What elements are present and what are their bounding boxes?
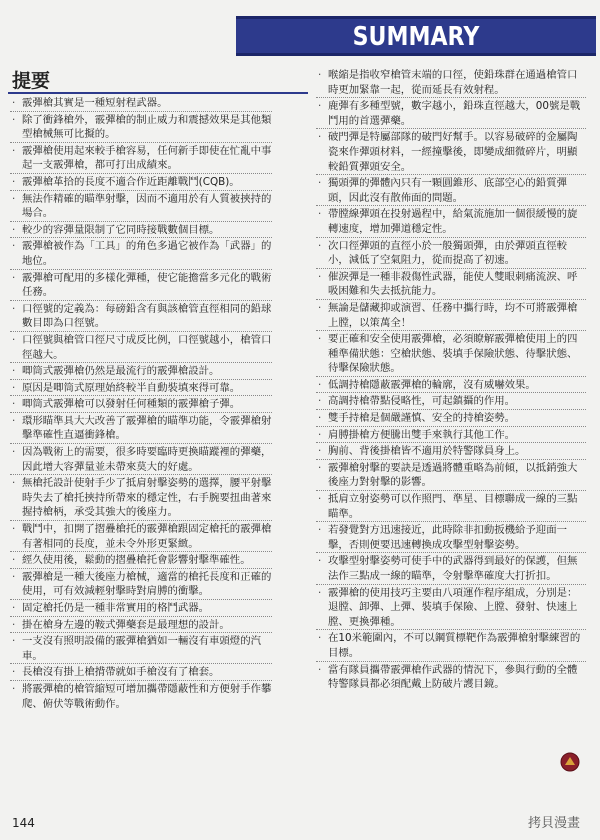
watermark: 拷貝漫畫 xyxy=(528,816,581,831)
summary-point: · 抵肩立射姿勢可以作照門、準星、目標聯成一線的三點瞄準。 xyxy=(316,492,586,522)
summary-point: · 唧筒式霰彈槍仍然是最流行的霰彈槍設計。 xyxy=(10,364,272,380)
right-column xyxy=(316,68,586,693)
summary-point: · 獨頭彈的彈體內只有一顆圓錐形、底部空心的鉛質彈頭，因此沒有散佈面的問題。 xyxy=(316,176,586,206)
summary-point: · 要正確和安全使用霰彈槍，必須瞭解霰彈槍使用上的四種準備狀態：空槍狀態、裝填手保險狀態、待擊狀態、待擊保險狀態。 xyxy=(316,332,586,377)
summary-point: · 霰彈槍的使用技巧主要由八項運作程序組成，分別是：退膛、卸彈、上彈、裝填手保險、上膛、發射、快速上膛、更換彈種。 xyxy=(316,586,586,631)
summary-point: · 當有隊員攜帶霰彈槍作武器的情況下，參與行動的全體特警隊員都必須配戴上防破片護目鏡。 xyxy=(316,663,586,692)
left-column xyxy=(10,96,272,712)
summary-point: · 霰彈槍被作為「工具」的角色多過它被作為「武器」的地位。 xyxy=(10,239,272,269)
summary-point: · 霰彈槍使用起來較手槍容易，任何新手即使在忙亂中事起一支霰彈槍，都可打出成績來。 xyxy=(10,144,272,174)
summary-point: · 喉縮是指收窄槍管末端的口徑，使鉛珠群在通過槍管口時更加緊靠一起，從而延長有效射程。 xyxy=(316,68,586,98)
summary-point: · 霰彈槍革拾的長度不適合作近距離戰鬥(CQB)。 xyxy=(10,175,272,191)
summary-point: · 催淚彈是一種非殺傷性武器，能使人雙眼刺痛流淚、呼吸困難和失去抵抗能力。 xyxy=(316,270,586,300)
banner-title: SUMMARY xyxy=(352,22,480,52)
summary-point: · 原因是唧筒式原理始終較半自動裝填來得可靠。 xyxy=(10,381,272,397)
summary-point: · 一支沒有照明設備的霰彈槍猶如一輛沒有車頭燈的汽車。 xyxy=(10,634,272,664)
summary-point: · 除了衝鋒槍外，霰彈槍的制止威力和震撼效果是其他類型槍械無可比擬的。 xyxy=(10,113,272,143)
summary-point: · 無論是儲藏抑或演習、任務中攜行時，均不可將霰彈槍上膛，以策萬全！ xyxy=(316,301,586,331)
title-rule xyxy=(8,92,308,94)
summary-point: · 戰鬥中，扣開了摺疊槍托的霰彈槍跟固定槍托的霰彈槍有著相同的長度，並未令外形更緊緻。 xyxy=(10,522,272,552)
summary-point: · 霰彈槍其實是一種短射程武器。 xyxy=(10,96,272,112)
summary-point: · 環形瞄準具大大改善了霰彈槍的瞄準功能，令霰彈槍射擊準確性直逼衝鋒槍。 xyxy=(10,414,272,444)
section-title: 提要 xyxy=(12,70,51,92)
summary-point: · 高調持槍帶點侵略性，可起鎮攝的作用。 xyxy=(316,394,586,410)
summary-point: · 長槍沒有掛上槍揹帶就如手槍沒有了槍套。 xyxy=(10,665,272,681)
emblem-icon xyxy=(560,752,580,772)
summary-point: · 口徑號的定義為：每磅鉛含有與該槍管直徑相同的鉛球數目即為口徑號。 xyxy=(10,302,272,332)
summary-point: · 破門彈是特屬部隊的破門好幫手。以容易破碎的金屬陶瓷來作彈頭材料，一經撞擊後，即變成細微碎片，明顯較鉛質彈頭安全。 xyxy=(316,130,586,175)
summary-point: · 在10米範圍內，不可以鋼質標靶作為霰彈槍射擊練習的目標。 xyxy=(316,631,586,661)
summary-banner xyxy=(236,16,596,56)
summary-point: · 將霰彈槍的槍管縮短可增加攜帶隱蔽性和方便射手作攀爬、俯伏等戰術動作。 xyxy=(10,682,272,711)
summary-point: · 帶膛線彈頭在投射過程中，給氣流施加一個很緩慢的旋轉速度，增加彈道穩定性。 xyxy=(316,207,586,237)
summary-point: · 霰彈槍射擊的要訣是透過將體重略為前傾，以抵銷強大後座力對射擊的影響。 xyxy=(316,461,586,491)
summary-point: · 胸前、背後掛槍皆不適用於特警隊員身上。 xyxy=(316,444,586,460)
summary-point: · 霰彈槍可配用的多樣化彈種，使它能擔當多元化的戰術任務。 xyxy=(10,271,272,301)
summary-point: · 掛在槍身左邊的鞍式彈藥套是最理想的設計。 xyxy=(10,618,272,634)
summary-point: · 鹿彈有多種型號，數字越小，鉛珠直徑越大，00號是戰鬥用的首選彈藥。 xyxy=(316,99,586,129)
summary-point: · 無槍托設計使射手少了抵肩射擊姿勢的選擇，腰平射擊時失去了槍托挾持所帶來的穩定性，右手腕要扭曲著來握持槍柄，承受其強大的後座力。 xyxy=(10,476,272,521)
summary-point: · 口徑號與槍管口徑尺寸成反比例，口徑號越小，槍管口徑越大。 xyxy=(10,333,272,363)
summary-point: · 無法作精確的瞄準射擊，因而不適用於有人質被挾持的場合。 xyxy=(10,192,272,222)
summary-point: · 若發覺對方迅速接近，此時除非扣動扳機給予迎面一擊，否則便要迅速轉換成攻擊型射擊姿勢。 xyxy=(316,523,586,553)
page-number: 144 xyxy=(12,816,35,830)
summary-point: · 霰彈槍是一種大後座力槍械，適當的槍托長度和正確的使用，可有效減輕射擊時對肩膊的衝擊。 xyxy=(10,570,272,600)
summary-point: · 次口徑彈頭的直徑小於一般獨頭彈，由於彈頭直徑較小，減低了空氣阻力，從而提高了初速。 xyxy=(316,239,586,269)
summary-point: · 攻擊型射擊姿勢可使手中的武器得到最好的保護，但無法作三點成一線的瞄準，令射擊準確度大打折扣。 xyxy=(316,554,586,584)
summary-point: · 因為戰術上的需要，很多時要臨時更換瞄蹤裡的彈藥，因此增大容彈量並未帶來莫大的好處。 xyxy=(10,445,272,475)
summary-point: · 低調持槍隱蔽霰彈槍的輪廓，沒有威嚇效果。 xyxy=(316,378,586,394)
summary-point: · 肩膊掛槍方便騰出雙手來執行其他工作。 xyxy=(316,428,586,444)
summary-point: · 固定槍托仍是一種非常實用的格鬥武器。 xyxy=(10,601,272,617)
summary-point: · 經久使用後，鬆動的摺疊槍托會影響射擊準確性。 xyxy=(10,553,272,569)
summary-point: · 較少的容彈量限制了它同時接戰數個目標。 xyxy=(10,223,272,239)
summary-point: · 唧筒式霰彈槍可以發射任何種類的霰彈槍子彈。 xyxy=(10,397,272,413)
summary-point: · 雙手持槍是個嚴謹慎、安全的持槍姿勢。 xyxy=(316,411,586,427)
